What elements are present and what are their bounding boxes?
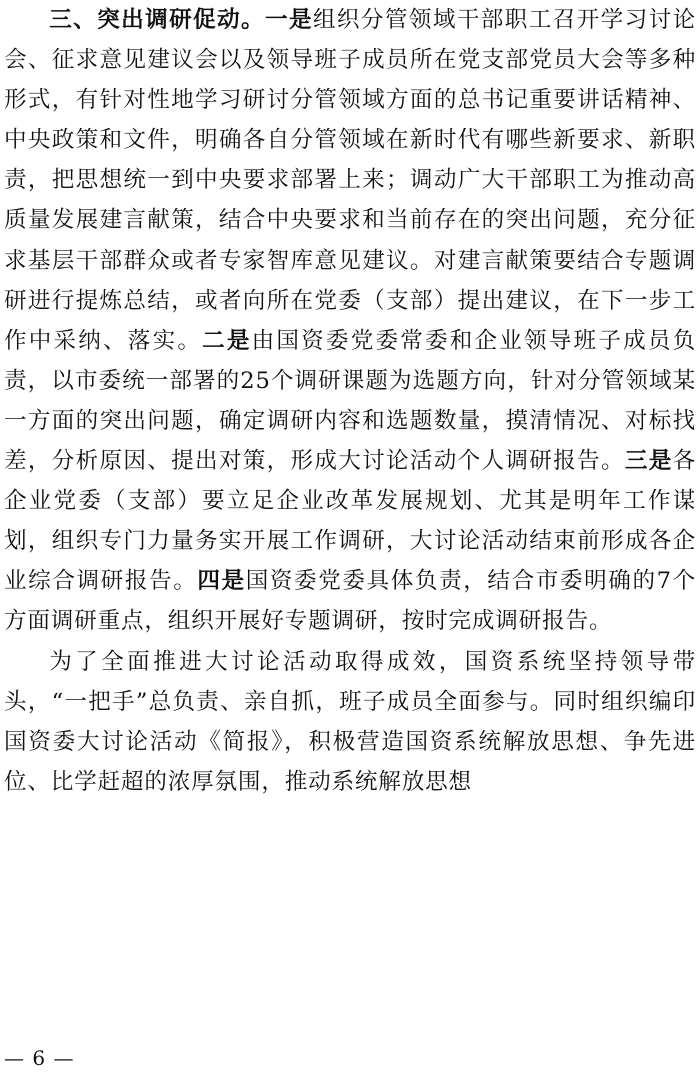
point-label-2: 二是 bbox=[202, 327, 252, 354]
paragraph-promotion: 为了全面推进大讨论活动取得成效，国资系统坚持领导带头，“一把手”总负责、亲自抓，班子成员全面参与。同时组织编印国资委大讨论活动《简报》，积极营造国资系统解放思想、争先进位、比学赶超的浓厚氛围，推动系统解放思想 bbox=[4, 648, 696, 795]
document-body bbox=[4, 0, 696, 802]
point-text-3: 各企业党委（支部）要立足企业改革发展规划、尤其是明年工作谋划，组织专门力量务实开展工作调研，大讨论活动结束前形成各企业综合调研报告。 bbox=[4, 448, 696, 595]
paragraph-research bbox=[4, 0, 696, 642]
point-label-4: 四是 bbox=[197, 568, 246, 595]
point-text-2: 由国资委党委常委和企业领导班子成员负责，以市委统一部署的25个调研课题为选题方向，针对分管领域某一方面的突出问题，确定调研内容和选题数量，摸清情况、对标找差，分析原因、提出对策，形成大讨论活动个人调研报告。 bbox=[4, 327, 696, 475]
point-label-3: 三是 bbox=[624, 448, 673, 475]
page-number: — 6 — bbox=[4, 1046, 75, 1070]
point-text-4: 国资委党委具体负责，结合市委明确的7个方面调研重点，组织开展好专题调研，按时完成调研报告。 bbox=[4, 568, 696, 635]
section-heading: 三、突出调研促动。 bbox=[49, 7, 265, 33]
point-label-1: 一是 bbox=[264, 7, 313, 33]
point-text-1: 组织分管领域干部职工召开学习讨论会、征求意见建议会以及领导班子成员所在党支部党员大会等多种形式，有针对性地学习研讨分管领域方面的总书记重要讲话精神、中央政策和文件，明确各自分管领域在新时代有哪些新要求、新职责，把思想统一到中央要求部署上来；调动广大干部职工为推动高质量发展建言献策，结合中央要求和当前存在的突出问题，充分征求基层干部群众或者专家智库意见建议。对建言献策要结合专题调研进行提炼总结，或者向所在党委（支部）提出建议，在下一步工作中采纳、落实。 bbox=[4, 7, 696, 354]
